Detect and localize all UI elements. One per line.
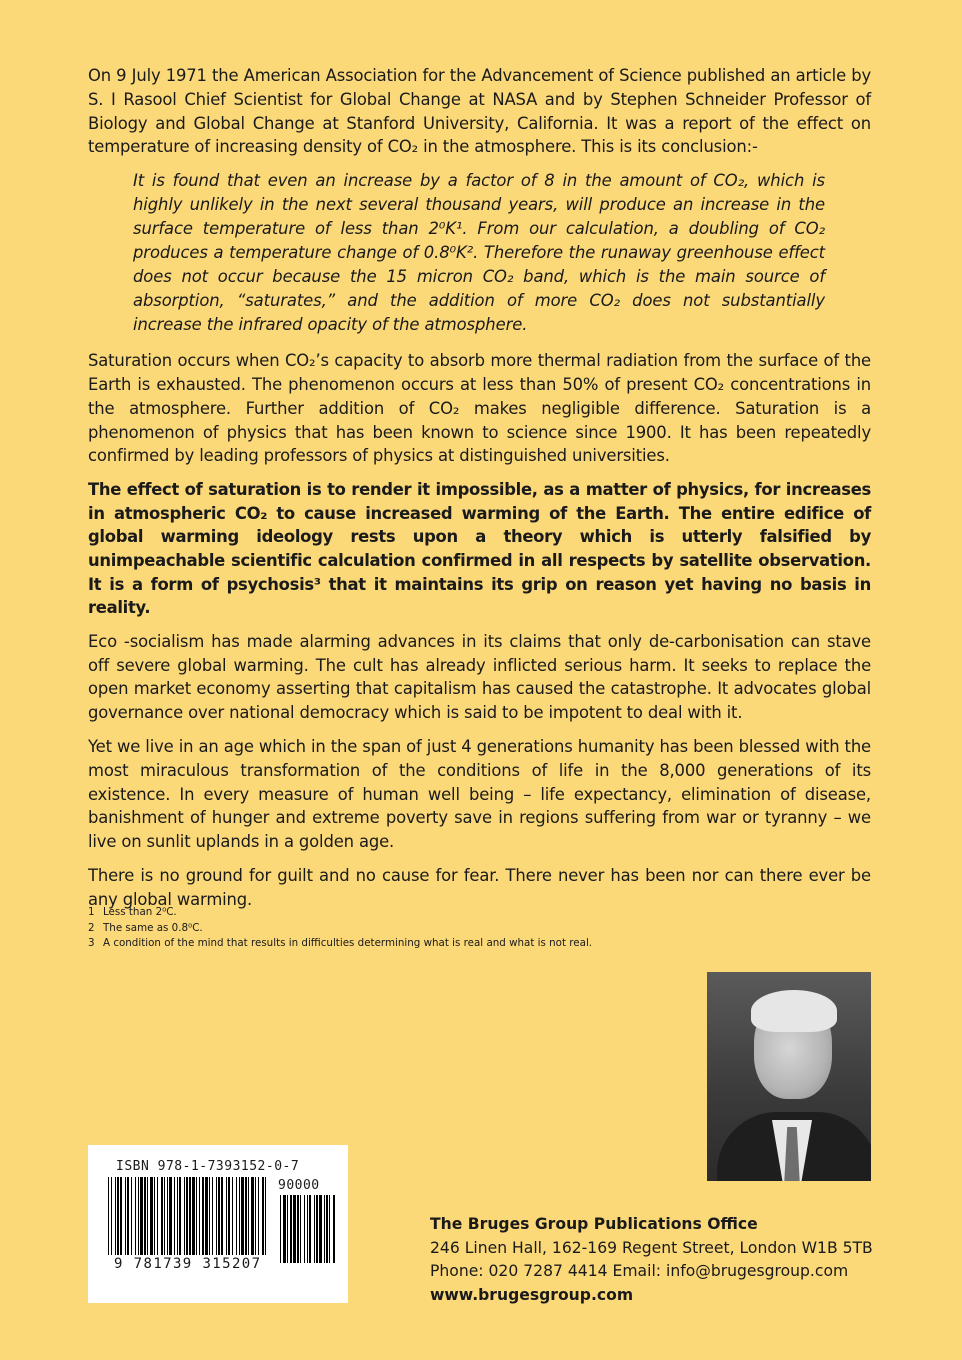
paragraph-closing: There is no ground for guilt and no cause for fear. There never has been nor can there ever be any global warming. <box>88 865 871 909</box>
barcode <box>88 1145 348 1303</box>
footnote-number: 2 <box>88 921 95 934</box>
main-text <box>88 64 871 922</box>
paragraph-intro: On 9 July 1971 the American Association for the Advancement of Science published an article by S. I Rasool Chief Scientist for Global Change at NASA and by Stephen Schneider Professor of Biology and Global Change at Stanford University, California. It was a report of the effect on temperature of increasing density of CO₂ in the atmosphere. This is its conclusion:- <box>88 66 871 157</box>
footnote <box>88 921 888 937</box>
publisher-name: The Bruges Group Publications Office <box>430 1215 758 1233</box>
publisher-info <box>430 1213 873 1307</box>
footnote-text: The same as 0.8⁰C. <box>103 921 203 934</box>
footnotes <box>88 905 888 952</box>
barcode-addon-number: 90000 <box>278 1178 320 1193</box>
footnote-number: 3 <box>88 937 95 949</box>
footnote <box>88 905 888 921</box>
footnote-text: Less than 2⁰C. <box>103 906 177 918</box>
isbn-label: ISBN 978-1-7393152-0-7 <box>116 1159 300 1174</box>
paragraph-golden-age: Yet we live in an age which in the span of just 4 generations humanity has been blessed with the most miraculous transformation of the conditions of life in the 8,000 generations of its existence. In every measure of human well being – life expectancy, elimination of disease, banishment of hunger and extreme poverty save in regions suffering from war or tyranny – we live on sunlit uplands in a golden age. <box>88 736 871 852</box>
paragraph-eco-socialism: Eco -socialism has made alarming advances in its claims that only de-carbonisation can stave off severe global warming. The cult has already inflicted serious harm. It seeks to replace the open market economy asserting that capitalism has caused the catastrophe. It advocates global governance over national democracy which is said to be impotent to deal with it. <box>88 631 871 723</box>
publisher-website: www.brugesgroup.com <box>430 1285 634 1304</box>
ean-number: 9 781739 315207 <box>114 1256 262 1272</box>
publisher-address: 246 Linen Hall, 162-169 Regent Street, London W1B 5TB <box>430 1238 873 1257</box>
footnote-number: 1 <box>88 906 95 918</box>
author-photo <box>707 972 871 1181</box>
quotation: It is found that even an increase by a factor of 8 in the amount of CO₂, which is highly unlikely in the next several thousand years, will produce an increase in the surface temperature of less than 2⁰K¹. From our calculation, a doubling of CO₂ produces a temperature change of 0.8⁰K². Therefore the runaway greenhouse effect does not occur because the 15 micron CO₂ band, which is the main source of absorption, “saturates,” and the addition of more CO₂ does not substantially increase the infrared opacity of the atmosphere. <box>133 171 825 335</box>
footnote <box>88 936 888 952</box>
footnote-text: A condition of the mind that results in difficulties determining what is real and what is not real. <box>103 937 593 949</box>
paragraph-bold-conclusion: The effect of saturation is to render it impossible, as a matter of physics, for increases in atmospheric CO₂ to cause increased warming of the Earth. The entire edifice of global warming ideology rests upon a theory which is utterly falsified by unimpeachable scientific calculation confirmed in all respects by satellite observation. It is a form of psychosis³ that it maintains its grip on reason yet having no basis in reality. <box>88 480 871 618</box>
publisher-contact: Phone: 020 7287 4414 Email: info@brugesgroup.com <box>430 1262 849 1280</box>
paragraph-saturation: Saturation occurs when CO₂’s capacity to absorb more thermal radiation from the surface of the Earth is exhausted. The phenomenon occurs at less than 50% of present CO₂ concentrations in the atmosphere. Further addition of CO₂ makes negligible difference. Saturation is a phenomenon of physics that has been known to science since 1900. It has been repeatedly confirmed by leading professors of physics at distinguished universities. <box>88 351 871 466</box>
